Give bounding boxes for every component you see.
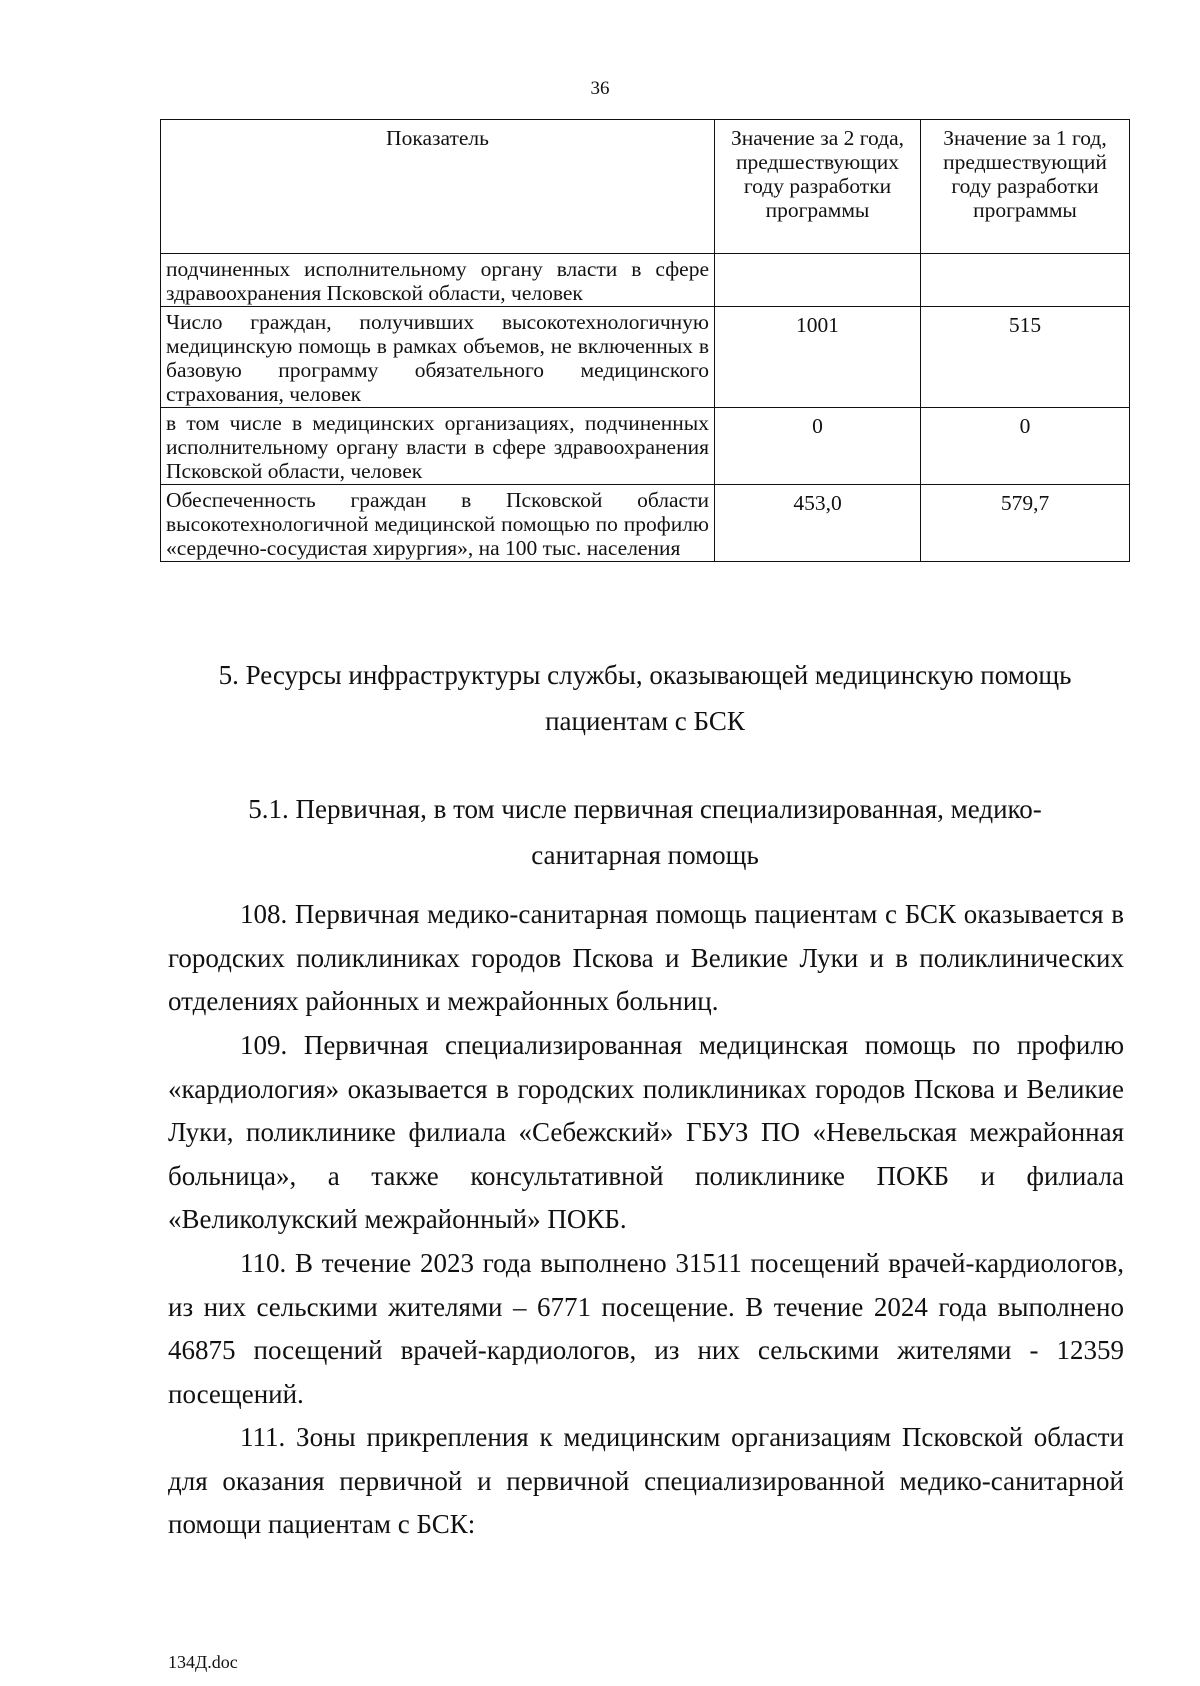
- table-cell-value-2-years: 0: [715, 408, 921, 485]
- paragraph-109: 109. Первичная специализированная медицинская помощь по профилю «кардиология» оказывается в городских поликлиниках городов Пскова и Великие Луки, поликлинике филиала «Себежский» ГБУЗ ПО «Невельская межрайонная больница», а также консультативной поликлинике ПОКБ и филиала «Великолукский межрайонный» ПОКБ.: [168, 1030, 1124, 1234]
- table-cell-value-1-year: 0: [921, 408, 1130, 485]
- table-cell-value-1-year: [921, 254, 1130, 307]
- paragraph-110: 110. В течение 2023 года выполнено 31511 посещений врачей-кардиологов, из них сельскими жителями – 6771 посещение. В течение 2024 года выполнено 46875 посещений врачей-кардиологов, из них сельскими жителями - 12359 посещений.: [168, 1248, 1124, 1409]
- paragraph-111: 111. Зоны прикрепления к медицинским организациям Псковской области для оказания первичной и первичной специализированной медико-санитарной помощи пациентам с БСК:: [168, 1422, 1124, 1539]
- table-row: [161, 254, 1130, 307]
- table-row: [161, 408, 1130, 485]
- page-number: 36: [590, 78, 610, 99]
- subsection-heading: 5.1. Первичная, в том числе первичная специализированная, медико-санитарная помощь: [248, 794, 1042, 870]
- table-cell-value-1-year: 579,7: [921, 485, 1130, 562]
- paragraph-108: 108. Первичная медико-санитарная помощь пациентам с БСК оказывается в городских поликлиниках городов Пскова и Великие Луки и в поликлинических отделениях районных и межрайонных больниц.: [168, 899, 1124, 1016]
- table-cell-indicator: Обеспеченность граждан в Псковской области высокотехнологичной медицинской помощью по профилю «сердечно-сосудистая хирургия», на 100 тыс. населения: [161, 485, 715, 562]
- footer-filename: 134Д.doc: [168, 1652, 238, 1672]
- section-heading: 5. Ресурсы инфраструктуры службы, оказывающей медицинскую помощь пациентам с БСК: [218, 660, 1072, 736]
- table-row: [161, 307, 1130, 408]
- table-header-row: [161, 120, 1130, 254]
- table-cell-value-1-year: 515: [921, 307, 1130, 408]
- table-cell-value-2-years: [715, 254, 921, 307]
- table-cell-value-2-years: 1001: [715, 307, 921, 408]
- column-header-value-2-years: Значение за 2 года, предшествующих году разработки программы: [715, 120, 921, 254]
- table-cell-value-2-years: 453,0: [715, 485, 921, 562]
- column-header-value-1-year: Значение за 1 год, предшествующий году разработки программы: [921, 120, 1130, 254]
- indicators-table: [160, 119, 1130, 562]
- table-cell-indicator: в том числе в медицинских организациях, подчиненных исполнительному органу власти в сфере здравоохранения Псковской области, человек: [161, 408, 715, 485]
- table-cell-indicator: подчиненных исполнительному органу власти в сфере здравоохранения Псковской области, человек: [161, 254, 715, 307]
- table-row: [161, 485, 1130, 562]
- column-header-indicator: Показатель: [161, 120, 715, 254]
- table-cell-indicator: Число граждан, получивших высокотехнологичную медицинскую помощь в рамках объемов, не включенных в базовую программу обязательного медицинского страхования, человек: [161, 307, 715, 408]
